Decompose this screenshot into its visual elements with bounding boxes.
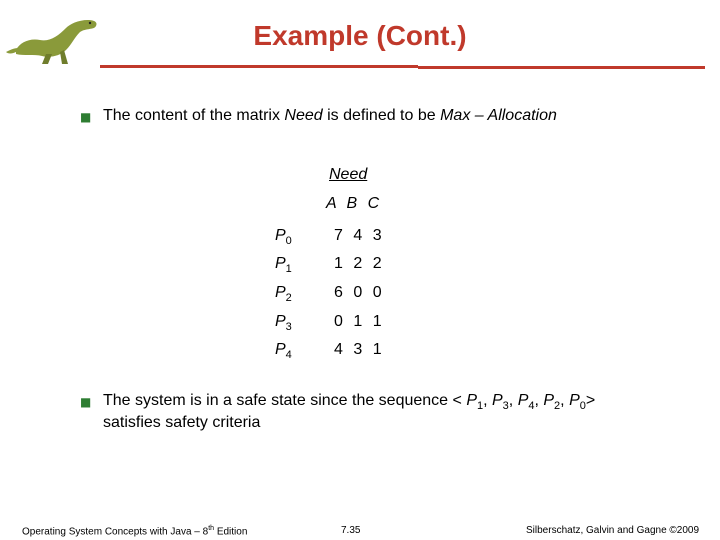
term-formula: Max – Allocation (440, 107, 557, 124)
process-need-values: 7 4 3 (334, 227, 385, 244)
sequence-item: P (543, 392, 555, 409)
footer-book-title: Operating System Concepts with Java – 8th Edition (22, 525, 248, 538)
sequence-item: P (569, 392, 580, 409)
process-need-values: 6 0 0 (334, 284, 385, 301)
table-title: Need (329, 166, 368, 183)
footer-page-number: 7.35 (341, 525, 361, 536)
safe-state-continuation: satisfies safety criteria (103, 414, 261, 431)
process-name: $P_4$ (275, 341, 292, 362)
bullet-text-middle: is defined to be (322, 107, 441, 124)
title-divider-left (100, 65, 418, 68)
slide-title: Example (Cont.) (253, 20, 467, 51)
bullet-square-icon: ■ (80, 110, 92, 124)
footer-authors: Silberschatz, Galvin and Gagne ©2009 (526, 525, 700, 536)
safe-state-prefix: The system is in a safe state since the sequence < (103, 392, 467, 409)
bullet-text-need-definition (103, 107, 557, 125)
bullet-text-prefix: The content of the matrix (103, 107, 285, 124)
sequence-item: P (492, 392, 503, 409)
bullet-square-icon: ■ (80, 395, 92, 409)
process-name: $P_3$ (275, 313, 292, 334)
process-need-values: 4 3 1 (334, 341, 385, 358)
sequence-item: P (517, 392, 529, 409)
process-name: $P_2$ (275, 284, 292, 305)
process-need-values: 1 2 2 (334, 255, 385, 272)
dinosaur-leg-back (60, 50, 68, 64)
title-divider-right (418, 66, 705, 69)
process-name: $P_0$ (275, 227, 292, 248)
sequence-item: P (466, 392, 477, 409)
process-name: $P_1$ (275, 255, 292, 276)
process-need-values: 0 1 1 (334, 313, 385, 330)
bullet-text-safe-state: The system is in a safe state since the sequence < $P_1$, $P_3$, $P_4$, $P_2$, $P_0>$ (103, 392, 596, 413)
table-column-headers: A B C (326, 195, 383, 212)
term-need: Need (284, 107, 323, 124)
